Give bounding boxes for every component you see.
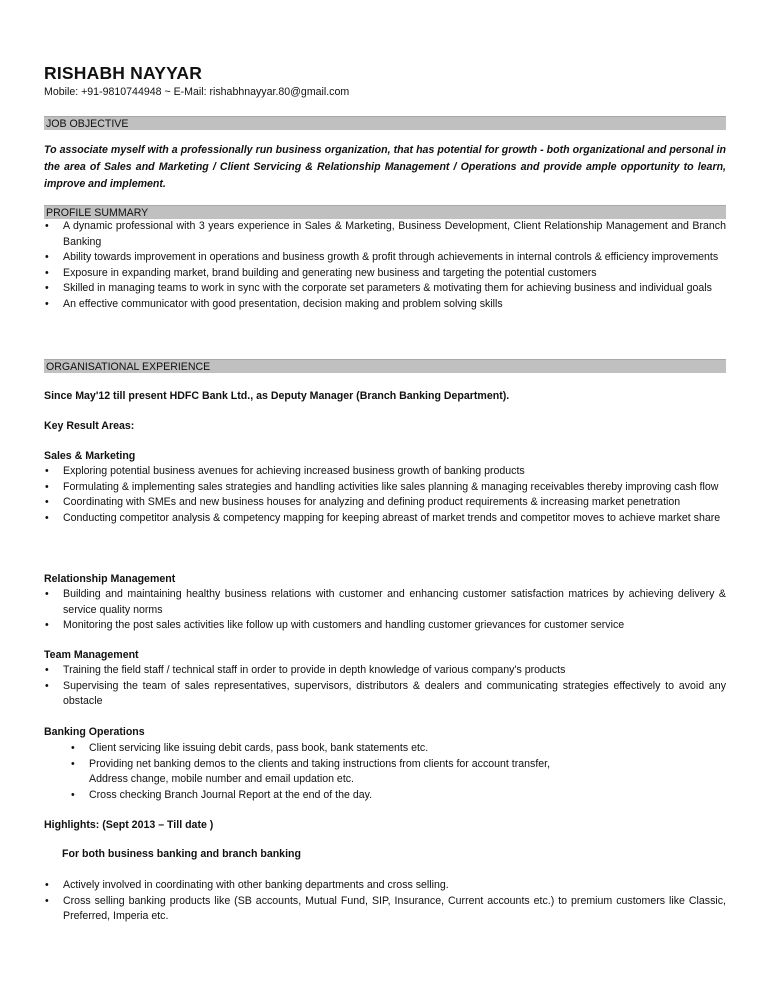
highlights-title: Highlights: (Sept 2013 – Till date ) (44, 819, 214, 831)
section-header-job-objective: JOB OBJECTIVE (44, 116, 726, 130)
contact-line: Mobile: +91-9810744948 ~ E-Mail: rishabhnayyar.80@gmail.com (44, 86, 350, 98)
sales-marketing-list (44, 464, 726, 526)
list-item: • Formulating & implementing sales strategies and handling activities like sales planning & managing receivables thereby improving cash flow (44, 480, 726, 496)
list-item: • Exploring potential business avenues for achieving increased business growth of banking products (44, 464, 726, 480)
list-item: • Cross checking Branch Journal Report at the end of the day. (44, 788, 726, 804)
list-item: • Building and maintaining healthy business relations with customer and enhancing customer satisfaction matrices by achieving delivery & service quality norms (44, 587, 726, 618)
list-item: • An effective communicator with good presentation, decision making and problem solving skills (44, 297, 726, 313)
relationship-management-list (44, 587, 726, 634)
relationship-management-title: Relationship Management (44, 573, 176, 585)
list-item: • Exposure in expanding market, brand building and generating new business and targeting the potential customers (44, 266, 726, 282)
list-item: • Providing net banking demos to the clients and taking instructions from clients for account transfer, (44, 757, 726, 773)
list-item: • Actively involved in coordinating with other banking departments and cross selling. (44, 878, 726, 894)
kra-title: Key Result Areas: (44, 420, 135, 432)
list-item: • Conducting competitor analysis & competency mapping for keeping abreast of market trends and competitor moves to achieve market share (44, 511, 726, 527)
list-item: • Ability towards improvement in operations and business growth & profit through achievements in internal controls & efficiency improvements (44, 250, 726, 266)
team-management-title: Team Management (44, 649, 139, 661)
list-item: • Cross selling banking products like (SB accounts, Mutual Fund, SIP, Insurance, Current accounts etc.) to premium customers like Classic, Preferred, Imperia etc. (44, 894, 726, 925)
list-item: • Coordinating with SMEs and new business houses for analyzing and defining product requirements & increasing market penetration (44, 495, 726, 511)
team-management-list (44, 663, 726, 710)
list-item: • Supervising the team of sales representatives, supervisors, distributors & dealers and communicating strategies effectively to avoid any obstacle (44, 679, 726, 710)
current-role: Since May'12 till present HDFC Bank Ltd., as Deputy Manager (Branch Banking Department). (44, 390, 510, 402)
list-item: • Skilled in managing teams to work in sync with the corporate set parameters & motivating them for achieving business and individual goals (44, 281, 726, 297)
highlights-subtitle: For both business banking and branch banking (62, 848, 301, 860)
list-item: • Monitoring the post sales activities like follow up with customers and handling customer grievances for customer service (44, 618, 726, 634)
profile-summary-list (44, 219, 726, 312)
section-header-profile-summary: PROFILE SUMMARY (44, 205, 726, 219)
list-item-continuation-text: Address change, mobile number and email updation etc. (89, 773, 355, 785)
banking-operations-list (44, 741, 726, 803)
list-item: • Training the field staff / technical staff in order to provide in depth knowledge of various company's products (44, 663, 726, 679)
list-item-continuation (44, 772, 726, 788)
list-item: • Client servicing like issuing debit cards, pass book, bank statements etc. (44, 741, 726, 757)
section-header-experience: ORGANISATIONAL EXPERIENCE (44, 359, 726, 373)
list-item: • A dynamic professional with 3 years experience in Sales & Marketing, Business Development, Client Relationship Management and Branch Banking (44, 219, 726, 250)
sales-marketing-title: Sales & Marketing (44, 450, 136, 462)
banking-operations-title: Banking Operations (44, 726, 145, 738)
job-objective-text: To associate myself with a professionally run business organization, that has potential for growth - both organizational and personal in the area of Sales and Marketing / Client Servicing & Relationship Management / Operations and provide ample opportunity to learn, improve and implement. (44, 144, 726, 190)
candidate-name: RISHABH NAYYAR (44, 63, 203, 83)
highlights-list (44, 878, 726, 925)
